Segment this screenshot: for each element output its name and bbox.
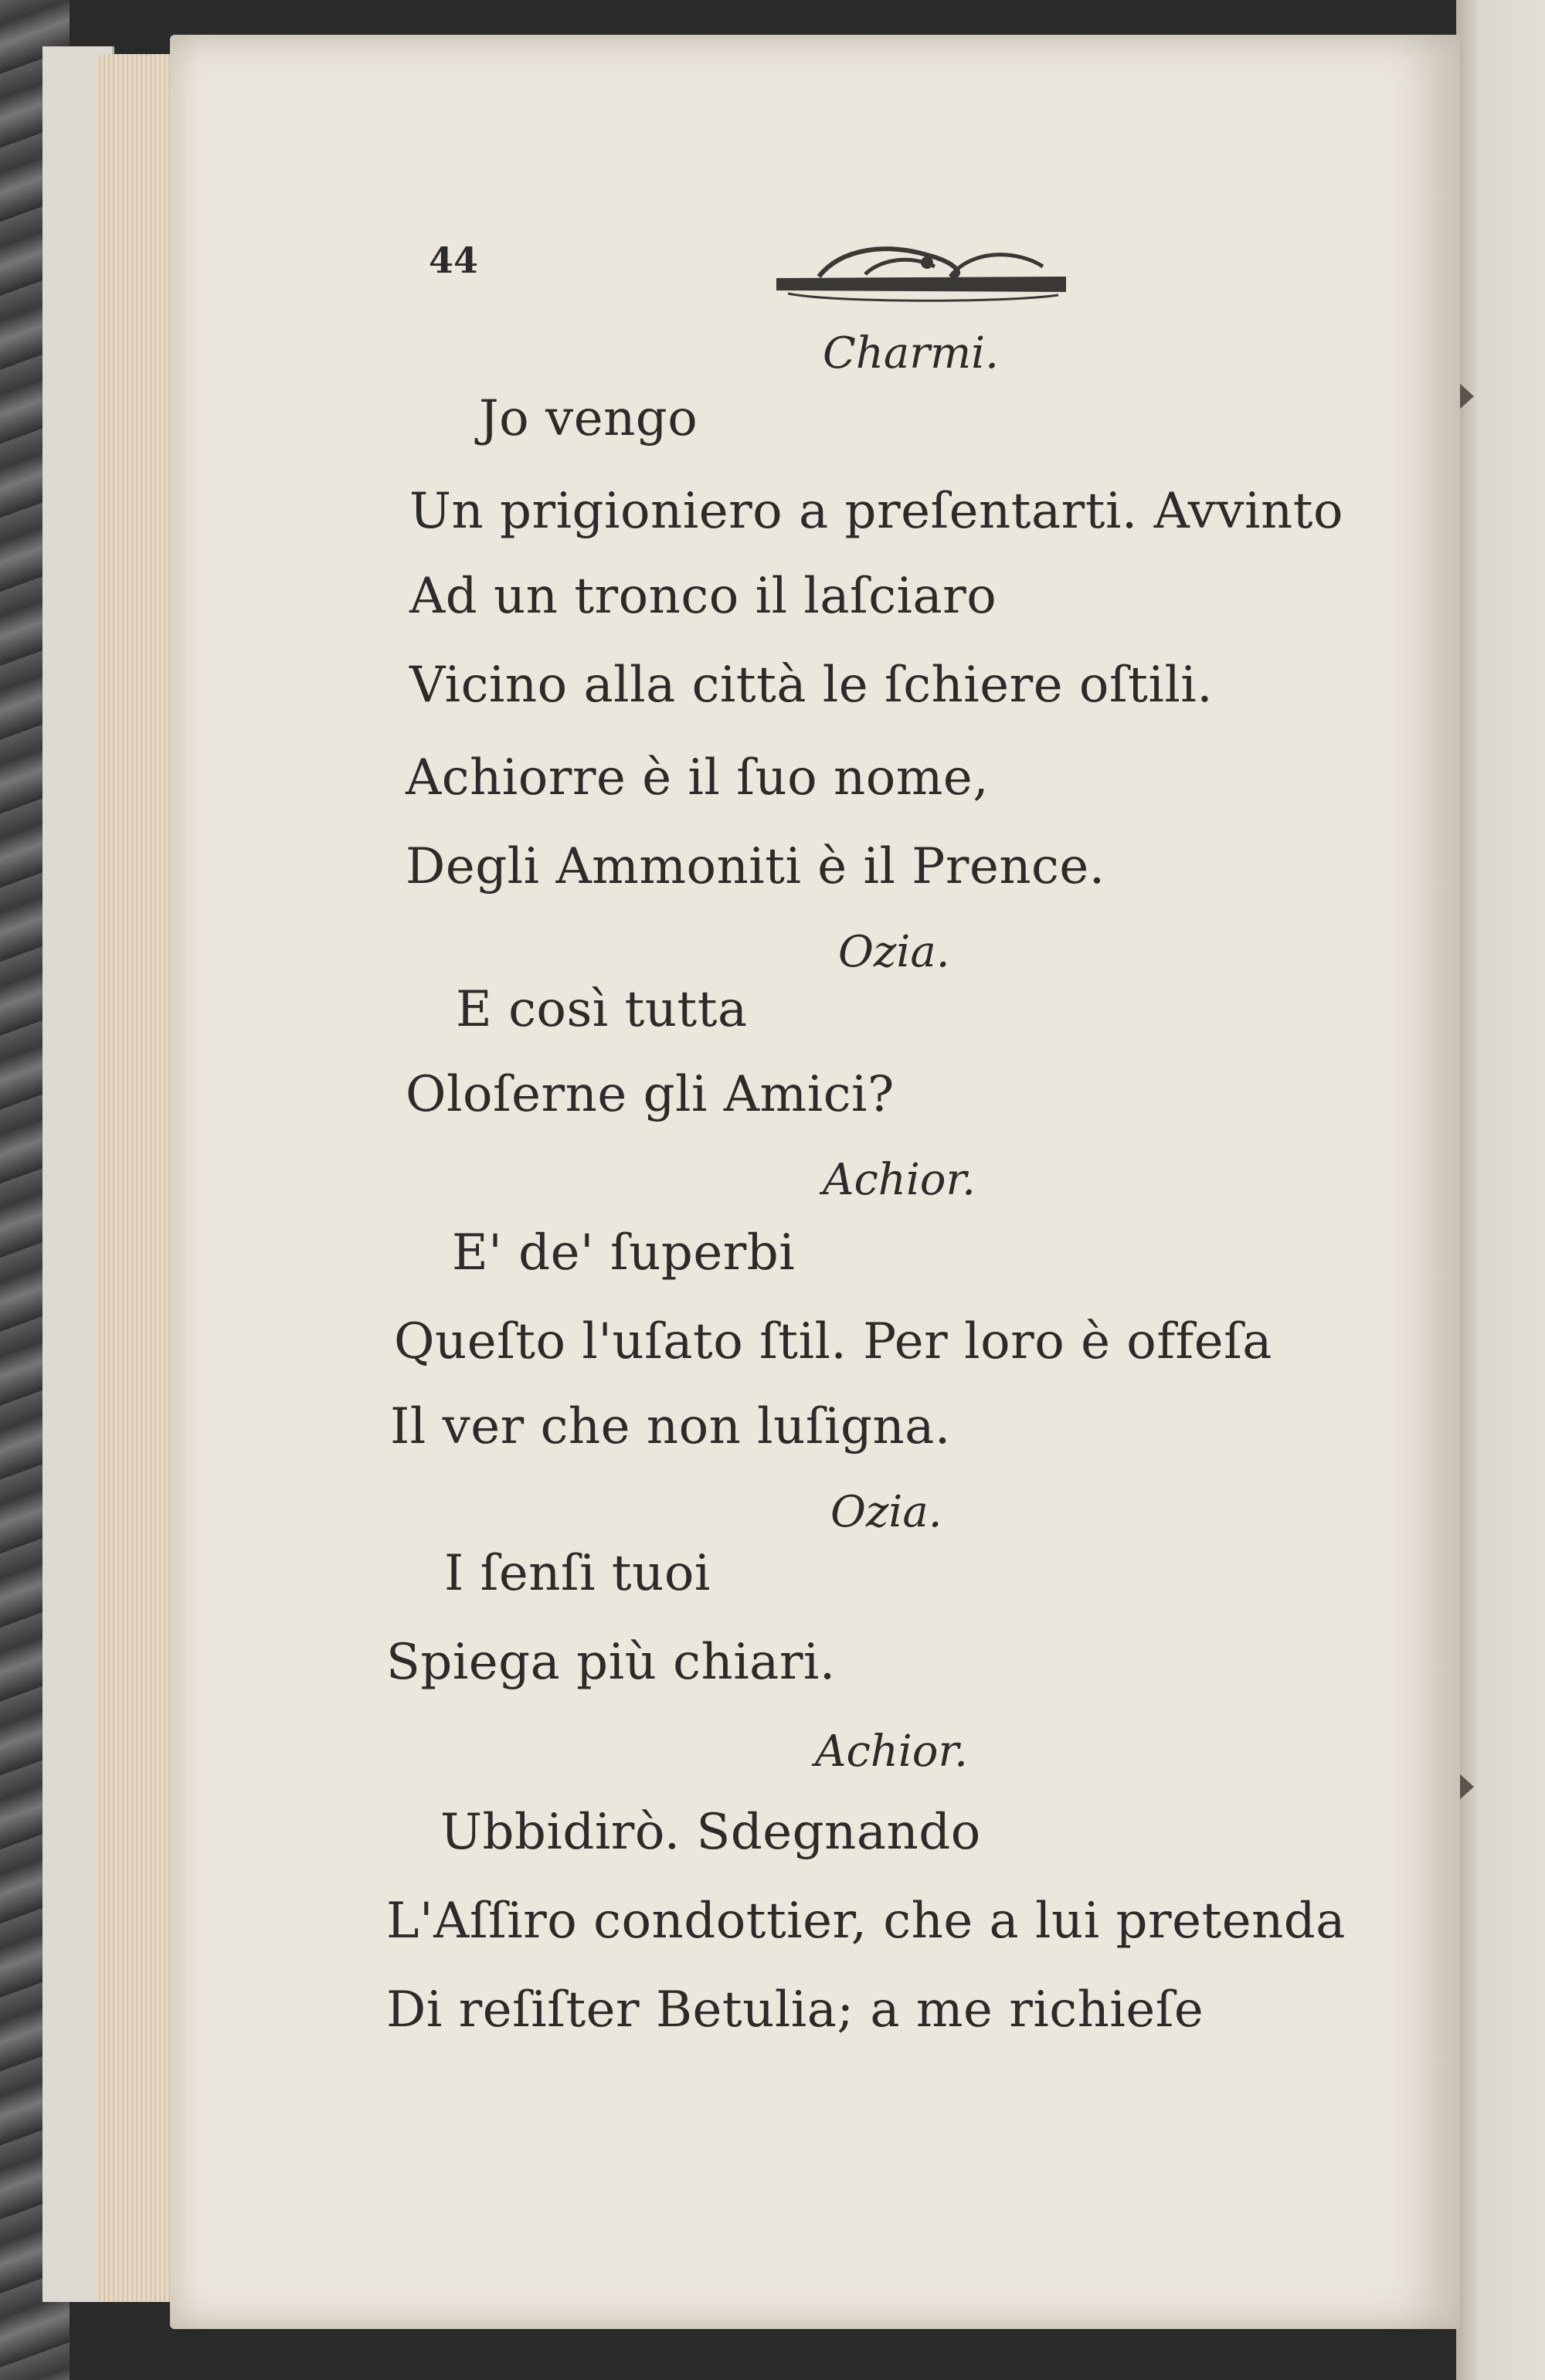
page-number: 44 bbox=[429, 239, 479, 281]
page-edges bbox=[97, 54, 182, 2302]
verse-line: Achiorre è il ſuo nome, bbox=[406, 749, 990, 806]
page-notch-bottom bbox=[1458, 1773, 1474, 1801]
verse-line: Ad un tronco il laſciaro bbox=[409, 568, 997, 625]
verse-line: E' de' ſuperbi bbox=[452, 1224, 796, 1282]
speaker-name: Ozia. bbox=[838, 927, 950, 977]
verse-line: Vicino alla città le ſchiere oſtili. bbox=[409, 657, 1214, 714]
page-notch-top bbox=[1458, 382, 1474, 410]
verse-line: I ſenſi tuoi bbox=[444, 1545, 711, 1602]
verse-line: Di reſiſter Betulia; a me richieſe bbox=[386, 1981, 1204, 2039]
verse-line: Jo vengo bbox=[479, 390, 698, 447]
verse-line: Degli Ammoniti è il Prence. bbox=[406, 838, 1105, 895]
verse-line: Il ver che non luſigna. bbox=[390, 1398, 951, 1455]
verse-line: Un prigioniero a preſentarti. Avvinto bbox=[409, 483, 1343, 540]
scroll-ornament-icon bbox=[772, 232, 1070, 305]
verse-line: L'Aſſiro condottier, che a lui pretenda bbox=[386, 1893, 1346, 1950]
speaker-name: Charmi. bbox=[823, 328, 999, 379]
verse-line: Oloſerne gli Amici? bbox=[406, 1066, 895, 1123]
verse-line: Spiega più chiari. bbox=[386, 1634, 836, 1691]
verse-line: Queſto l'uſato ſtil. Per loro è offeſa bbox=[394, 1313, 1272, 1370]
speaker-name: Achior. bbox=[815, 1726, 968, 1777]
speaker-name: Achior. bbox=[823, 1155, 976, 1205]
verse-line: Ubbidirò. Sdegnando bbox=[440, 1804, 981, 1861]
facing-page bbox=[1456, 0, 1545, 2380]
speaker-name: Ozia. bbox=[830, 1487, 942, 1537]
verse-line: E così tutta bbox=[456, 981, 748, 1038]
